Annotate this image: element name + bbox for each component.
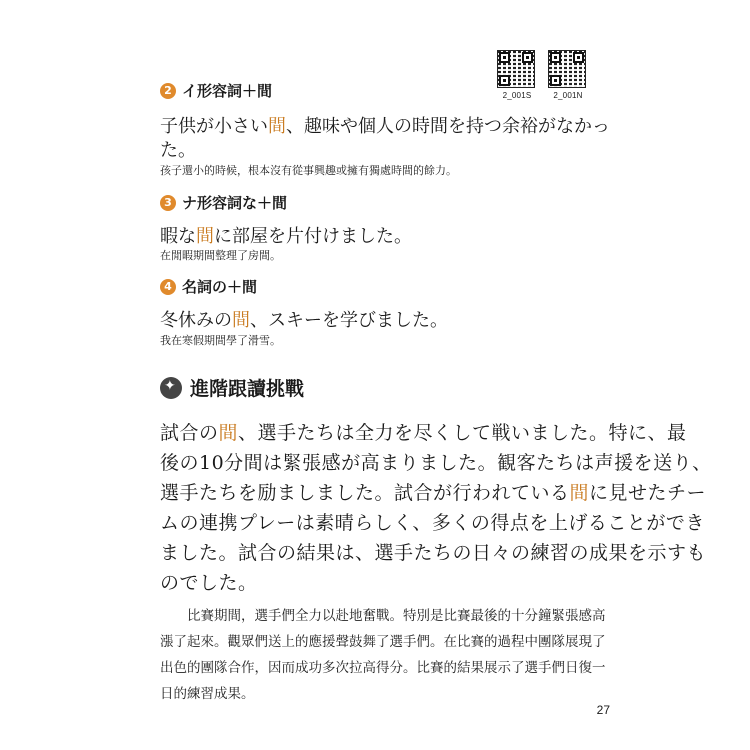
highlight-word: 間 bbox=[196, 226, 214, 247]
passage-line: ました。試合の結果は、選手たちの日々の練習の成果を示すも bbox=[160, 542, 707, 564]
qr-code-2-001s[interactable] bbox=[497, 50, 537, 100]
number-badge: 3 bbox=[160, 195, 176, 211]
passage-translation-line: 出色的團隊合作，因而成功多次拉高得分。比賽的結果展示了選手們日復一 bbox=[160, 660, 606, 676]
qr-label: 2_001N bbox=[553, 91, 583, 100]
advanced-section-heading bbox=[160, 374, 304, 401]
number-badge: 2 bbox=[160, 83, 176, 99]
section-title: イ形容詞＋間 bbox=[182, 82, 273, 100]
translation-text: 孩子還小的時候，根本沒有從事興趣或擁有獨處時間的餘力。 bbox=[160, 164, 457, 177]
example-sentence-line: 暇な間に部屋を片付けました。 bbox=[160, 226, 412, 247]
highlight-word: 間 bbox=[218, 422, 239, 444]
example-sentence-line: 冬休みの間、スキーを学びました。 bbox=[160, 310, 448, 331]
passage-line: 試合の間、選手たちは全力を尽くして戦いました。特に、最 bbox=[160, 422, 687, 444]
highlight-word: 間 bbox=[569, 482, 590, 504]
translation-text: 我在寒假期間學了滑雪。 bbox=[160, 334, 281, 347]
section-title: 名詞の＋間 bbox=[182, 278, 258, 296]
passage-line: ムの連携プレーは素晴らしく、多くの得点を上げることができ bbox=[160, 512, 705, 534]
translation-text: 在閒暇期間整理了房間。 bbox=[160, 249, 281, 262]
example-sentence-line: た。 bbox=[160, 140, 196, 161]
star-icon bbox=[160, 377, 182, 399]
passage-translation-line: 比賽期間，選手們全力以赴地奮戰。特別是比賽最後的十分鐘緊張感高 bbox=[160, 608, 606, 624]
section-heading-4 bbox=[160, 276, 257, 297]
highlight-word: 間 bbox=[232, 310, 250, 331]
section-title: ナ形容詞な＋間 bbox=[182, 194, 288, 212]
passage-translation-line: 漲了起來。觀眾們送上的應援聲鼓舞了選手們。在比賽的過程中團隊展現了 bbox=[160, 634, 606, 650]
passage-line: 選手たちを励ましました。試合が行われている間に見せたチー bbox=[160, 482, 707, 504]
passage-line: 後の10分間は緊張感が高まりました。観客たちは声援を送り、 bbox=[160, 452, 712, 474]
qr-code-2-001n[interactable] bbox=[548, 50, 588, 100]
number-badge: 4 bbox=[160, 279, 176, 295]
qr-code-icon bbox=[548, 50, 586, 88]
section-heading-2 bbox=[160, 80, 272, 101]
passage-translation-line: 日的練習成果。 bbox=[160, 686, 255, 702]
page-number: 27 bbox=[596, 703, 610, 717]
qr-code-icon bbox=[497, 50, 535, 88]
section-heading-3 bbox=[160, 192, 287, 213]
highlight-word: 間 bbox=[268, 116, 286, 137]
advanced-title: 進階跟讀挑戰 bbox=[190, 378, 305, 400]
passage-line: のでした。 bbox=[160, 572, 258, 594]
example-sentence-line: 子供が小さい間、趣味や個人の時間を持つ余裕がなかっ bbox=[160, 116, 610, 137]
qr-label: 2_001S bbox=[502, 91, 532, 100]
